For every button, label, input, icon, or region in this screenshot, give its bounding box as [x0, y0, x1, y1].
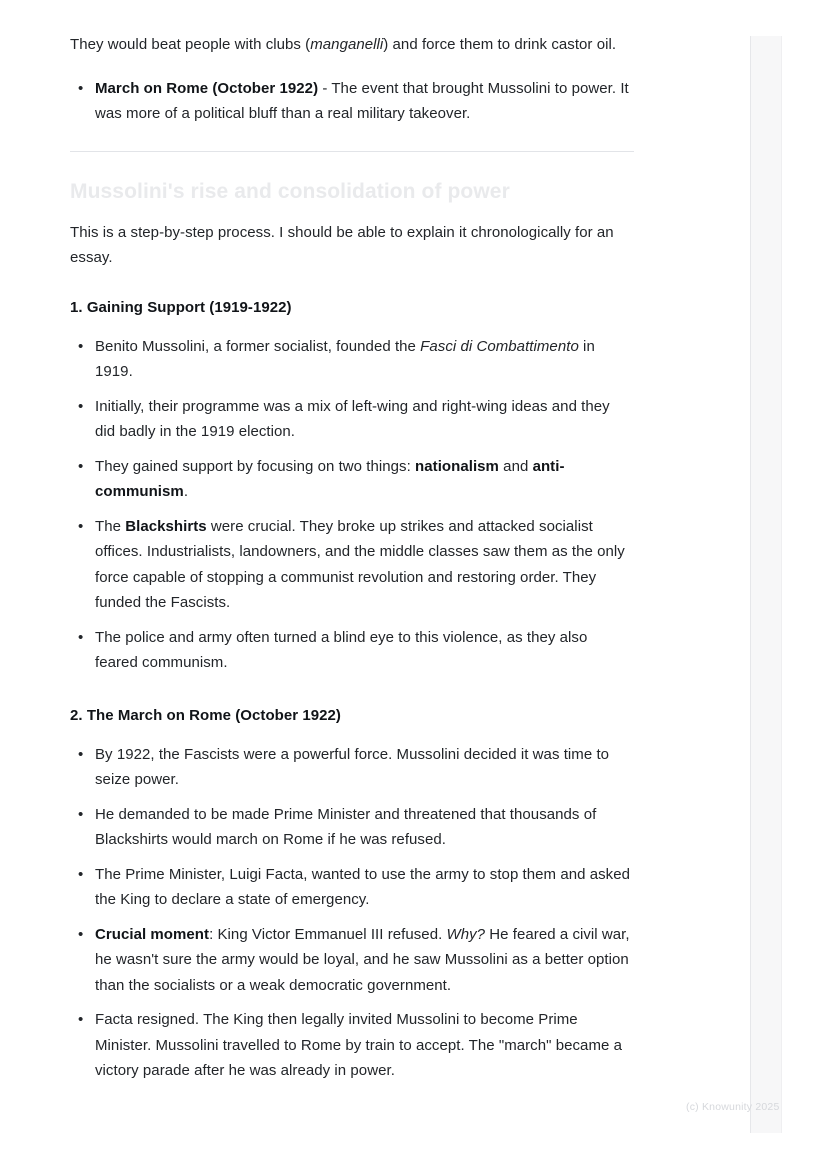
subsection-2-list	[70, 742, 634, 1084]
bullet-text: Facta resigned. The King then legally invited Mussolini to become Prime Minister. Mussolini travelled to Rome by train to accept. The "march" became a victory parade after he was already in power.	[95, 1011, 622, 1079]
bullet-bold: nationalism	[415, 457, 499, 475]
list-item	[70, 922, 634, 999]
paragraph-text-part-2: ) and force them to drink castor oil.	[383, 36, 617, 53]
bullet-text: The police and army often turned a blind eye to this violence, as they also feared communism.	[95, 628, 588, 671]
bullet-text: - The event that brought Mussolini to power. It was more of a political bluff than a real military takeover.	[95, 79, 629, 122]
page-title: Mussolini's rise and consolidation of power	[70, 179, 510, 203]
bullet-text: Initially, their programme was a mix of left-wing and right-wing ideas and they did badly in the 1919 election.	[95, 397, 610, 440]
list-item	[70, 394, 634, 445]
section-divider	[70, 151, 634, 152]
list-item	[70, 334, 634, 385]
bullet-text: By 1922, the Fascists were a powerful force. Mussolini decided it was time to seize power.	[95, 745, 610, 788]
bullet-text: The	[95, 517, 126, 535]
section-intro-paragraph: This is a step-by-step process. I should be able to explain it chronologically for an essay.	[70, 223, 614, 266]
subsection-1-heading: 1. Gaining Support (1919-1922)	[70, 298, 292, 316]
watermark: (c) Knowunity 2025	[686, 1101, 780, 1113]
bullet-text: They gained support by focusing on two things:	[95, 457, 416, 475]
list-item	[70, 514, 634, 616]
paragraph-italic-term: manganelli	[310, 36, 384, 53]
bullet-text: were crucial. They broke up strikes and attacked socialist offices. Industrialists, landowners, and the middle classes saw them as the only force capable of stopping a communist revolution and restoring order. They funded the Fascists.	[95, 517, 625, 611]
paragraph-text-part-1: They would beat people with clubs (	[70, 36, 311, 53]
bullet-bold: Crucial moment	[95, 925, 210, 943]
scrollbar-track[interactable]	[750, 36, 782, 1133]
bullet-bold: Blackshirts	[125, 517, 207, 535]
subsection-2-heading: 2. The March on Rome (October 1922)	[70, 706, 341, 724]
list-item	[70, 862, 634, 913]
bullet-bold-lead: March on Rome (October 1922)	[95, 79, 319, 97]
document-content	[70, 32, 634, 1093]
list-item	[70, 1007, 634, 1084]
list-item	[70, 742, 634, 793]
bullet-italic: Why?	[446, 925, 486, 943]
bullet-text: : King Victor Emmanuel III refused.	[209, 925, 447, 943]
bullet-text: Benito Mussolini, a former socialist, founded the	[95, 337, 421, 355]
bullet-text: in 1919.	[95, 337, 595, 380]
bullet-bold: anti-communism	[95, 457, 565, 500]
list-item	[70, 625, 634, 676]
intro-continuation-paragraph	[70, 32, 634, 58]
bullet-text: He demanded to be made Prime Minister and threatened that thousands of Blackshirts would march on Rome if he was refused.	[95, 805, 597, 848]
subsection-1-list	[70, 334, 634, 676]
list-item	[70, 454, 634, 505]
bullet-italic: Fasci di Combattimento	[420, 337, 579, 355]
top-bullet-list	[70, 76, 634, 127]
bullet-text: He feared a civil war, he wasn't sure the army would be loyal, and he saw Mussolini as a better option than the socialists or a weak democratic government.	[95, 925, 630, 994]
bullet-text: The Prime Minister, Luigi Facta, wanted to use the army to stop them and asked the King to declare a state of emergency.	[95, 865, 630, 908]
bullet-text: and	[498, 457, 533, 475]
list-item	[70, 802, 634, 853]
list-item	[70, 76, 634, 127]
bullet-text: .	[183, 483, 189, 500]
